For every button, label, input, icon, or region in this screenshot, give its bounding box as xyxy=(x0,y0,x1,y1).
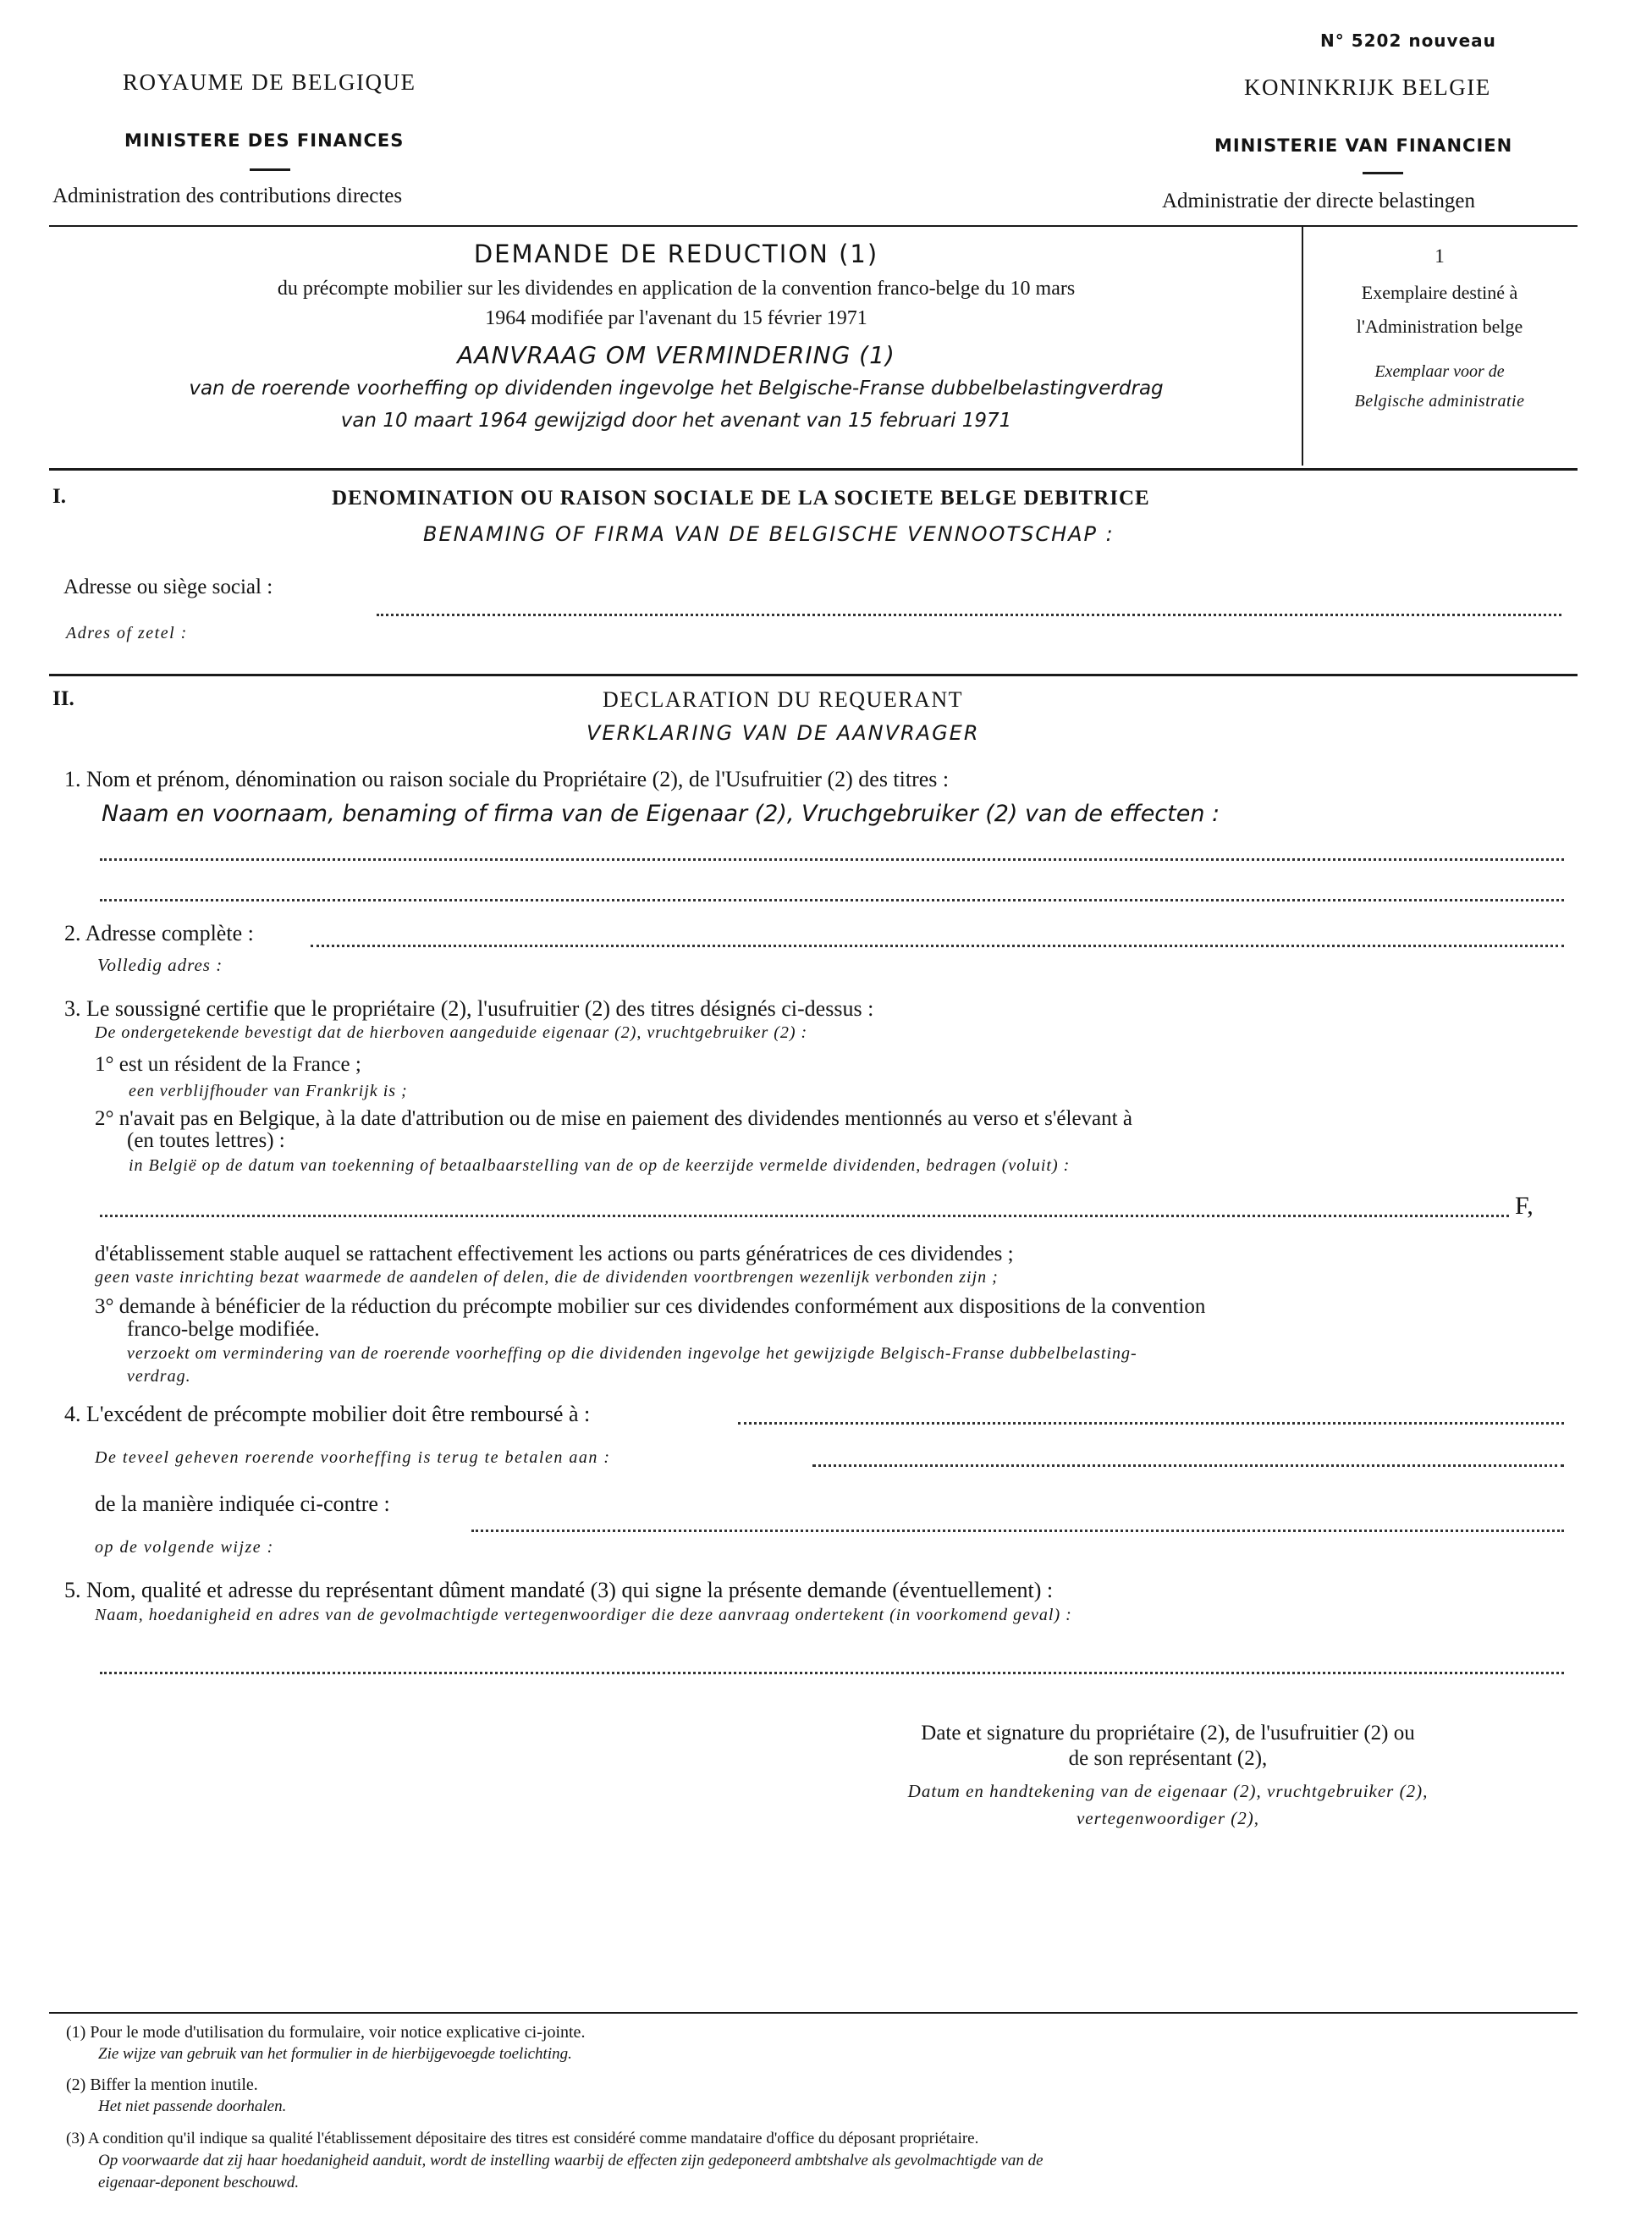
item5-nl: Naam, hoedanigheid en adres van de gevolmachtigde vertegenwoordiger die deze aanvraag ondertekent (in voorkomend geval) : xyxy=(95,1606,1072,1624)
title-nl-line2: van 10 maart 1964 gewijzigd door het avenant van 15 februari 1971 xyxy=(340,410,1012,432)
item1-fr: 1. Nom et prénom, dénomination ou raison sociale du Propriétaire (2), de l'Usufruitier (2) des titres : xyxy=(64,767,950,791)
section1-address-nl: Adres of zetel : xyxy=(66,624,188,642)
item3-3-nl-b: verdrag. xyxy=(127,1367,191,1386)
copy-nl-line2: Belgische administratie xyxy=(1354,392,1525,411)
title-fr-line2: 1964 modifiée par l'avenant du 15 février 1971 xyxy=(485,307,867,329)
item3-1-nl: een verblijfhouder van Frankrijk is ; xyxy=(129,1082,408,1100)
item2-nl: Volledig adres : xyxy=(97,955,223,975)
header-right-divider xyxy=(1363,172,1403,174)
item3-2-fr-b: (en toutes lettres) : xyxy=(127,1129,285,1152)
item4-manner-fr: de la manière indiquée ci-contre : xyxy=(95,1491,390,1516)
item3-nl: De ondergetekende bevestigt dat de hierboven aangeduide eigenaar (2), vruchtgebruiker (2) : xyxy=(95,1023,808,1042)
refund-recipient-field[interactable] xyxy=(738,1422,1564,1425)
address-field[interactable] xyxy=(377,614,1561,616)
form-number: N° 5202 nouveau xyxy=(1320,30,1496,51)
full-address-field[interactable] xyxy=(311,945,1564,947)
item4-nl: De teveel geheven roerende voorheffing is terug te betalen aan : xyxy=(95,1448,611,1467)
signature-fr-line2: de son représentant (2), xyxy=(1068,1747,1268,1770)
footnote-2-nl: Het niet passende doorhalen. xyxy=(98,2097,287,2115)
header-left-administration: Administration des contributions directes xyxy=(52,185,403,207)
title-fr-main: DEMANDE DE REDUCTION (1) xyxy=(473,240,879,268)
section2-top-rule xyxy=(49,674,1578,676)
header-left-divider xyxy=(250,168,290,171)
copy-fr-line1: Exemplaire destiné à xyxy=(1361,282,1518,303)
item3-fr: 3. Le soussigné certifie que le propriétaire (2), l'usufruitier (2) des titres désignés ci-dessus : xyxy=(64,996,874,1021)
item1-nl: Naam en voornaam, benaming of firma van de Eigenaar (2), Vruchgebruiker (2) van de effecten : xyxy=(102,801,1220,827)
header-left-ministry: MINISTERE DES FINANCES xyxy=(124,130,405,151)
footnote-1-fr: (1) Pour le mode d'utilisation du formulaire, voir notice explicative ci-jointe. xyxy=(66,2023,586,2042)
item3-3-fr-a: 3° demande à bénéficier de la réduction du précompte mobilier sur ces dividendes conformément aux dispositions de la convention xyxy=(95,1295,1206,1318)
title-fr-line1: du précompte mobilier sur les dividendes en application de la convention franco-belge du 10 mars xyxy=(277,278,1076,300)
title-top-rule xyxy=(49,225,1578,227)
section2-number: II. xyxy=(52,687,74,710)
owner-name-field-1[interactable] xyxy=(100,858,1564,861)
item2-fr: 2. Adresse complète : xyxy=(64,921,254,945)
section1-title-nl: BENAMING OF FIRMA VAN DE BELGISCHE VENNOOTSCHAP : xyxy=(423,522,1115,546)
header-left-country: ROYAUME DE BELGIQUE xyxy=(123,69,416,95)
title-nl-line1: van de roerende voorheffing op dividenden ingevolge het Belgische-Franse dubbelbelastingverdrag xyxy=(189,378,1164,400)
item5-fr: 5. Nom, qualité et adresse du représentant dûment mandaté (3) qui signe la présente demande (éventuellement) : xyxy=(64,1578,1054,1602)
footnote-1-nl: Zie wijze van gebruik van het formulier in de hierbijgevoegde toelichting. xyxy=(98,2045,572,2063)
section1-address-fr: Adresse ou siège social : xyxy=(63,576,273,598)
signature-fr-line1: Date et signature du propriétaire (2), de l'usufruitier (2) ou xyxy=(921,1722,1415,1745)
footnote-2-fr: (2) Biffer la mention inutile. xyxy=(66,2075,258,2094)
title-bottom-rule xyxy=(49,468,1578,471)
signature-nl-line2: vertegenwoordiger (2), xyxy=(1076,1808,1259,1828)
copy-nl-line1: Exemplaar voor de xyxy=(1374,362,1505,381)
refund-method-field[interactable] xyxy=(471,1530,1564,1532)
owner-name-field-2[interactable] xyxy=(100,899,1564,901)
item3-2-nl: in België op de datum van toekenning of betaalbaarstelling van de op de keerzijde vermelde dividenden, bedragen (voluit) : xyxy=(129,1156,1071,1175)
title-nl-main: AANVRAAG OM VERMINDERING (1) xyxy=(457,341,895,369)
section1-number: I. xyxy=(52,485,66,508)
item3-3-fr-b: franco-belge modifiée. xyxy=(127,1318,320,1341)
footnote-3-nl-b: eigenaar-deponent beschouwd. xyxy=(98,2174,300,2191)
section1-title-fr: DENOMINATION OU RAISON SOCIALE DE LA SOCIETE BELGE DEBITRICE xyxy=(332,487,1150,510)
item3-2-cont-fr: d'établissement stable auquel se rattachent effectivement les actions ou parts génératrices de ces dividendes ; xyxy=(95,1243,1014,1265)
item4-manner-nl: op de volgende wijze : xyxy=(95,1538,274,1557)
footnote-3-fr: (3) A condition qu'il indique sa qualité l'établissement dépositaire des titres est considéré comme mandataire d'office du déposant propriétaire. xyxy=(66,2130,979,2147)
copy-number: 1 xyxy=(1434,245,1445,267)
item3-2-cont-nl: geen vaste inrichting bezat waarmede de aandelen of delen, die de dividenden voortbrengen wezenlijk verbonden zijn ; xyxy=(95,1268,999,1287)
header-right-ministry: MINISTERIE VAN FINANCIEN xyxy=(1214,135,1513,156)
currency-label: F, xyxy=(1515,1192,1534,1220)
item3-1-fr: 1° est un résident de la France ; xyxy=(95,1053,361,1076)
item3-3-nl-a: verzoekt om vermindering van de roerende voorheffing op die dividenden ingevolge het gewijzigde Belgisch-Franse dubbelbelasting- xyxy=(127,1344,1137,1363)
refund-recipient-field-nl[interactable] xyxy=(812,1464,1564,1467)
representant-field[interactable] xyxy=(100,1672,1564,1674)
header-right-country: KONINKRIJK BELGIE xyxy=(1244,74,1491,100)
footnote-3-nl-a: Op voorwaarde dat zij haar hoedanigheid aanduit, wordt de instelling waarbij de effecten zijn gedeponeerd ambtshalve als gevolmachtigde van de xyxy=(98,2152,1044,2169)
item4-fr: 4. L'excédent de précompte mobilier doit être remboursé à : xyxy=(64,1402,591,1426)
copy-fr-line2: l'Administration belge xyxy=(1356,316,1523,337)
dividend-amount-field[interactable] xyxy=(100,1215,1509,1217)
footnote-rule xyxy=(49,2012,1578,2014)
section2-title-nl: VERKLARING VAN DE AANVRAGER xyxy=(586,721,980,745)
item3-2-fr-a: 2° n'avait pas en Belgique, à la date d'attribution ou de mise en paiement des dividendes mentionnés au verso et s'élevant à xyxy=(95,1107,1132,1130)
signature-nl-line1: Datum en handtekening van de eigenaar (2), vruchtgebruiker (2), xyxy=(907,1781,1429,1801)
header-right-administration: Administratie der directe belastingen xyxy=(1162,190,1476,212)
section2-title-fr: DECLARATION DU REQUERANT xyxy=(603,687,963,712)
